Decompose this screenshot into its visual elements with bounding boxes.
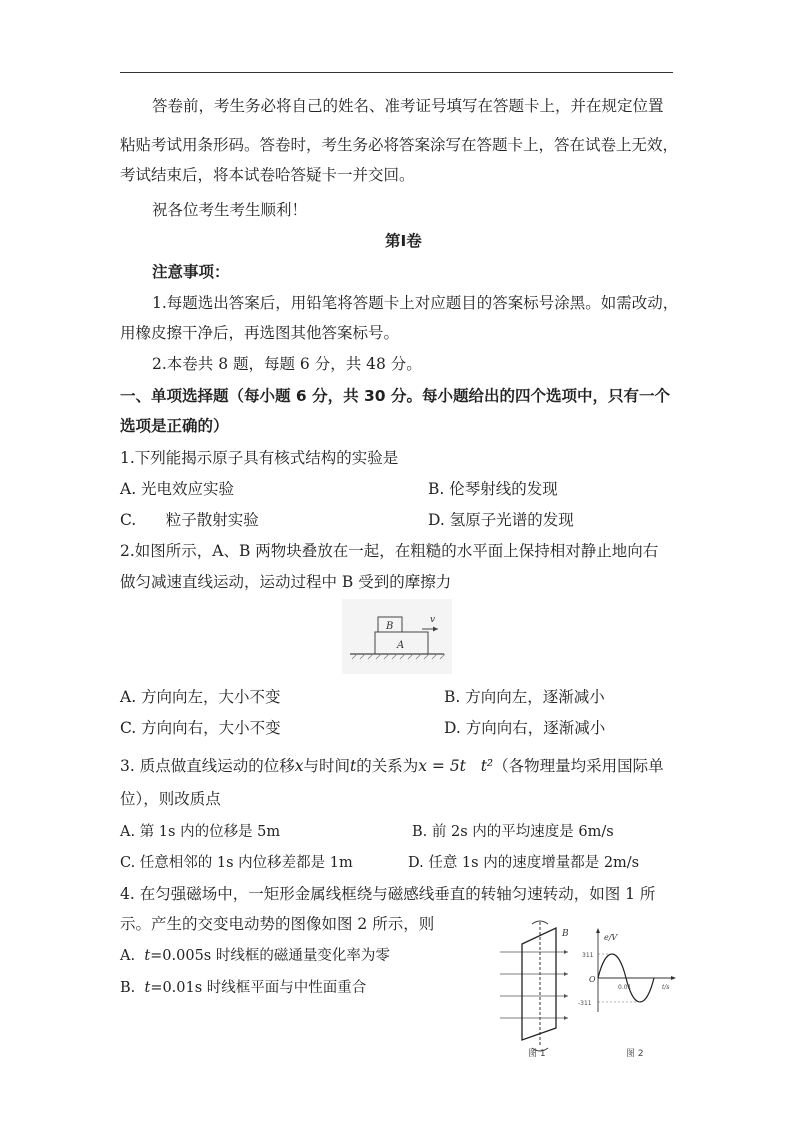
intro-wish: 祝各位考生考生顺利！ xyxy=(152,201,308,219)
q1-option-b: B. 伦琴射线的发现 xyxy=(428,480,558,498)
q1-option-d: D. 氢原子光谱的发现 xyxy=(428,511,574,529)
q3-stem-part-4: （各物理量均采用国际单 xyxy=(493,757,664,775)
velocity-label: v xyxy=(430,615,436,625)
q2-option-a: A. 方向向左，大小不变 xyxy=(120,688,281,706)
q4-option-b-var: t xyxy=(144,980,151,996)
q2-option-b: B. 方向向左，逐渐减小 xyxy=(444,688,605,706)
q2-option-c: C. 方向向右，大小不变 xyxy=(120,719,281,737)
fig2-y-axis-arrow xyxy=(596,928,600,933)
block-a-label: A xyxy=(397,640,405,651)
notice-item-1-line-2: 用橡皮擦干净后，再选图其他答案标号。 xyxy=(120,324,400,342)
q4-option-b-prefix: B. xyxy=(120,980,145,996)
block-b-label: B xyxy=(386,621,394,632)
q2-option-d: D. 方向向右，逐渐减小 xyxy=(444,719,606,737)
q3-var-x: x xyxy=(294,757,304,775)
notice-heading: 注意事项： xyxy=(152,263,230,281)
q4-option-b-text: =0.01s 时线框平面与中性面重合 xyxy=(150,980,367,996)
rectangular-coil xyxy=(522,928,556,1040)
fig2-origin: O xyxy=(589,975,596,984)
section-title: 第Ⅰ卷 xyxy=(385,232,422,250)
q2-blocks-figure xyxy=(342,599,452,674)
q3-option-a: A. 第 1s 内的位移是 5m xyxy=(120,824,281,840)
fig2-t-value: 0.01 xyxy=(618,984,632,991)
q3-var-t: t xyxy=(349,757,357,775)
intro-line-2: 粘贴考试用条形码。答卷时，考生务必将答案涂写在答题卡上，答在试卷上无效， xyxy=(120,136,679,154)
fig2-top-value: 311 xyxy=(582,952,594,959)
fig2-bottom-value: -311 xyxy=(578,1000,592,1007)
q3-stem-part-3: 的关系为 xyxy=(356,757,419,775)
q4-option-a xyxy=(120,946,390,966)
q2-stem-line-1: 2.如图所示，A、B 两物块叠放在一起，在粗糙的水平面上保持相对静止地向右 xyxy=(120,542,659,560)
field-arrows xyxy=(564,950,568,1020)
fig2-x-axis-arrow xyxy=(671,976,676,980)
part1-heading-line-2: 选项是正确的） xyxy=(120,417,229,435)
q4-option-a-var: t xyxy=(144,948,151,964)
intro-line-1: 答卷前，考生务必将自己的姓名、准考证号填写在答题卡上，并在规定位置 xyxy=(152,97,664,115)
q1-option-a: A. 光电效应实验 xyxy=(120,480,235,498)
fig2-t-label: t/s xyxy=(662,984,670,991)
q4-stem-line-1: 4. 在匀强磁场中，一矩形金属线框绕与磁感线垂直的转轴匀速转动，如图 1 所 xyxy=(120,885,656,903)
q4-option-a-prefix: A. xyxy=(120,948,145,964)
part1-heading-line-1: 一、单项选择题（每小题 6 分，共 30 分。每小题给出的四个选项中，只有一个 xyxy=(120,387,670,405)
q4-figures xyxy=(494,916,684,1060)
q3-option-c: C. 任意相邻的 1s 内位移差都是 1m xyxy=(120,855,353,871)
q3-option-d: D. 任意 1s 内的速度增量都是 2m/s xyxy=(408,855,640,871)
fig2-axis-label: e/V xyxy=(604,933,618,942)
intro-line-3: 考试结束后，将本试卷哈答疑卡一并交回。 xyxy=(120,166,415,184)
figure-1-caption: 图 1 xyxy=(528,1049,546,1059)
q4-option-b xyxy=(120,978,366,998)
notice-item-2: 2.本卷共 8 题，每题 6 分，共 48 分。 xyxy=(152,355,422,373)
q1-stem: 1.下列能揭示原子具有核式结构的实验是 xyxy=(120,449,399,467)
header-rule xyxy=(120,72,673,73)
q3-stem-part-2: 与时间 xyxy=(303,757,350,775)
q4-option-a-text: =0.005s 时线框的磁通量变化率为零 xyxy=(150,948,390,964)
q3-option-b: B. 前 2s 内的平均速度是 6m/s xyxy=(412,824,614,840)
q3-formula: x = 5t t² xyxy=(418,757,494,775)
q1-option-c: C. 粒子散射实验 xyxy=(120,511,259,529)
q3-stem-part-1: 3. 质点做直线运动的位移 xyxy=(120,757,295,775)
q2-stem-line-2: 做匀减速直线运动，运动过程中 B 受到的摩擦力 xyxy=(120,573,452,591)
notice-item-1-line-1: 1.每题选出答案后，用铅笔将答题卡上对应题目的答案标号涂黑。如需改动， xyxy=(152,294,679,312)
figure-2-caption: 图 2 xyxy=(626,1049,644,1059)
field-label: B xyxy=(562,929,569,939)
q3-stem-line-2: 位），则改质点 xyxy=(120,790,221,808)
field-lines xyxy=(500,952,568,1018)
q3-stem-line-1 xyxy=(120,756,664,776)
q4-stem-line-2: 示。产生的交变电动势的图像如图 2 所示，则 xyxy=(120,915,435,933)
figure-background xyxy=(342,599,452,674)
